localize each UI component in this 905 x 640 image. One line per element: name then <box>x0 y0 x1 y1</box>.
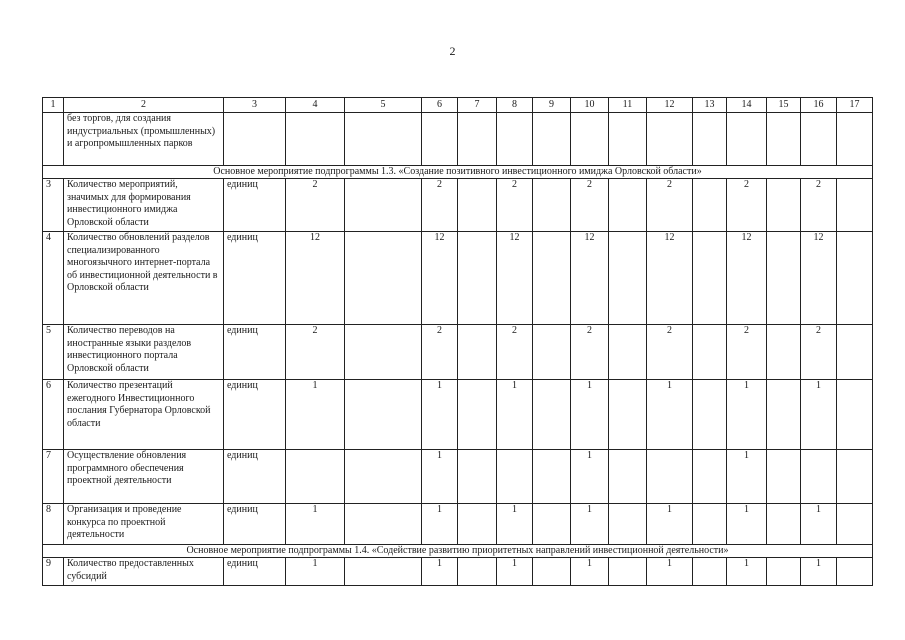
value-cell <box>571 113 609 166</box>
column-header: 9 <box>533 98 571 113</box>
value-cell <box>533 232 571 325</box>
value-cell: 1 <box>422 450 458 504</box>
value-cell <box>767 380 801 450</box>
value-cell <box>533 380 571 450</box>
value-cell <box>497 450 533 504</box>
value-cell <box>458 113 497 166</box>
value-cell <box>693 232 727 325</box>
value-cell: 1 <box>422 558 458 586</box>
value-cell <box>693 325 727 380</box>
value-cell <box>609 179 647 232</box>
value-cell <box>609 450 647 504</box>
value-cell <box>837 380 873 450</box>
value-cell <box>609 504 647 545</box>
value-cell <box>767 450 801 504</box>
value-cell <box>767 113 801 166</box>
value-cell <box>767 325 801 380</box>
value-cell <box>458 179 497 232</box>
value-cell <box>345 450 422 504</box>
column-header: 2 <box>64 98 224 113</box>
column-header: 11 <box>609 98 647 113</box>
value-cell <box>345 113 422 166</box>
unit-cell <box>224 113 286 166</box>
value-cell <box>458 325 497 380</box>
section-heading-row <box>43 545 873 558</box>
value-cell: 1 <box>647 504 693 545</box>
value-cell <box>458 380 497 450</box>
indicator-name-cell: Количество презентаций ежегодного Инвестиционного послания Губернатора Орловской области <box>64 380 224 450</box>
value-cell: 1 <box>571 380 609 450</box>
indicator-table <box>42 97 873 586</box>
value-cell: 12 <box>801 232 837 325</box>
value-cell <box>533 504 571 545</box>
value-cell: 1 <box>571 504 609 545</box>
page-number: 2 <box>449 44 456 58</box>
table-row <box>43 113 873 166</box>
column-header: 6 <box>422 98 458 113</box>
table-row <box>43 179 873 232</box>
row-number-cell: 7 <box>43 450 64 504</box>
value-cell <box>647 450 693 504</box>
value-cell: 1 <box>571 450 609 504</box>
value-cell: 2 <box>727 325 767 380</box>
value-cell: 2 <box>286 179 345 232</box>
value-cell <box>458 558 497 586</box>
value-cell: 2 <box>647 179 693 232</box>
value-cell: 1 <box>571 558 609 586</box>
column-header: 3 <box>224 98 286 113</box>
unit-cell: единиц <box>224 558 286 586</box>
value-cell: 2 <box>497 325 533 380</box>
value-cell: 1 <box>497 380 533 450</box>
value-cell: 12 <box>422 232 458 325</box>
value-cell <box>497 113 533 166</box>
unit-cell: единиц <box>224 504 286 545</box>
value-cell: 1 <box>422 380 458 450</box>
value-cell <box>609 325 647 380</box>
value-cell: 2 <box>647 325 693 380</box>
unit-cell: единиц <box>224 325 286 380</box>
column-header: 7 <box>458 98 497 113</box>
value-cell <box>801 450 837 504</box>
row-number-cell <box>43 113 64 166</box>
table-row <box>43 380 873 450</box>
value-cell: 12 <box>497 232 533 325</box>
value-cell <box>767 232 801 325</box>
value-cell: 1 <box>422 504 458 545</box>
value-cell <box>693 450 727 504</box>
value-cell: 1 <box>801 558 837 586</box>
value-cell: 1 <box>727 558 767 586</box>
value-cell: 1 <box>286 504 345 545</box>
value-cell: 12 <box>286 232 345 325</box>
indicator-name-cell: Организация и проведение конкурса по проектной деятельности <box>64 504 224 545</box>
value-cell <box>609 232 647 325</box>
indicator-name-cell: Количество мероприятий, значимых для формирования инвестиционного имиджа Орловской области <box>64 179 224 232</box>
indicator-name-cell: Осуществление обновления программного обеспечения проектной деятельности <box>64 450 224 504</box>
column-header: 8 <box>497 98 533 113</box>
value-cell: 2 <box>422 325 458 380</box>
value-cell: 2 <box>286 325 345 380</box>
value-cell <box>837 113 873 166</box>
value-cell: 2 <box>497 179 533 232</box>
value-cell: 2 <box>571 325 609 380</box>
value-cell: 1 <box>727 380 767 450</box>
value-cell <box>345 380 422 450</box>
value-cell <box>533 450 571 504</box>
value-cell: 1 <box>727 450 767 504</box>
value-cell <box>609 113 647 166</box>
value-cell: 1 <box>727 504 767 545</box>
value-cell <box>837 232 873 325</box>
value-cell <box>767 504 801 545</box>
value-cell: 2 <box>422 179 458 232</box>
value-cell: 12 <box>571 232 609 325</box>
unit-cell: единиц <box>224 450 286 504</box>
section-heading: Основное мероприятие подпрограммы 1.3. «Создание позитивного инвестиционного имиджа Орловской области» <box>43 166 873 179</box>
value-cell <box>693 179 727 232</box>
value-cell <box>533 325 571 380</box>
table-row <box>43 325 873 380</box>
value-cell <box>609 380 647 450</box>
value-cell: 2 <box>801 325 837 380</box>
value-cell <box>533 558 571 586</box>
value-cell <box>286 113 345 166</box>
column-header: 10 <box>571 98 609 113</box>
column-header: 4 <box>286 98 345 113</box>
column-header: 15 <box>767 98 801 113</box>
row-number-cell: 9 <box>43 558 64 586</box>
value-cell <box>837 179 873 232</box>
column-header: 12 <box>647 98 693 113</box>
value-cell: 12 <box>647 232 693 325</box>
row-number-cell: 5 <box>43 325 64 380</box>
value-cell <box>345 325 422 380</box>
section-heading-row <box>43 166 873 179</box>
column-header: 16 <box>801 98 837 113</box>
value-cell <box>767 179 801 232</box>
table-row <box>43 504 873 545</box>
table-header-row <box>43 98 873 113</box>
value-cell <box>693 504 727 545</box>
table-body <box>43 98 873 586</box>
value-cell: 1 <box>497 504 533 545</box>
column-header: 14 <box>727 98 767 113</box>
value-cell <box>647 113 693 166</box>
unit-cell: единиц <box>224 380 286 450</box>
column-header: 1 <box>43 98 64 113</box>
unit-cell: единиц <box>224 232 286 325</box>
indicator-name-cell: Количество переводов на иностранные языки разделов инвестиционного портала Орловской области <box>64 325 224 380</box>
value-cell: 1 <box>286 380 345 450</box>
row-number-cell: 3 <box>43 179 64 232</box>
value-cell <box>837 450 873 504</box>
value-cell <box>727 113 767 166</box>
value-cell <box>286 450 345 504</box>
value-cell <box>458 450 497 504</box>
value-cell: 1 <box>801 504 837 545</box>
column-header: 13 <box>693 98 727 113</box>
value-cell <box>345 179 422 232</box>
indicator-name-cell: Количество предоставленных субсидий <box>64 558 224 586</box>
row-number-cell: 4 <box>43 232 64 325</box>
value-cell: 1 <box>801 380 837 450</box>
indicator-name-cell: без торгов, для создания индустриальных (промышленных) и агропромышленных парков <box>64 113 224 166</box>
row-number-cell: 6 <box>43 380 64 450</box>
value-cell <box>837 504 873 545</box>
value-cell <box>693 380 727 450</box>
value-cell: 12 <box>727 232 767 325</box>
unit-cell: единиц <box>224 179 286 232</box>
value-cell <box>533 113 571 166</box>
value-cell <box>345 232 422 325</box>
value-cell <box>767 558 801 586</box>
value-cell <box>533 179 571 232</box>
column-header: 17 <box>837 98 873 113</box>
value-cell: 1 <box>497 558 533 586</box>
value-cell <box>693 558 727 586</box>
value-cell <box>422 113 458 166</box>
value-cell <box>345 504 422 545</box>
value-cell <box>801 113 837 166</box>
value-cell <box>458 232 497 325</box>
value-cell <box>609 558 647 586</box>
value-cell <box>693 113 727 166</box>
indicator-name-cell: Количество обновлений разделов специализированного многоязычного интернет-портала об инвестиционной деятельности в Орловской области <box>64 232 224 325</box>
value-cell: 2 <box>801 179 837 232</box>
table-row <box>43 232 873 325</box>
value-cell <box>458 504 497 545</box>
value-cell: 2 <box>727 179 767 232</box>
table-row <box>43 450 873 504</box>
table-row <box>43 558 873 586</box>
value-cell: 2 <box>571 179 609 232</box>
value-cell <box>837 325 873 380</box>
value-cell: 1 <box>286 558 345 586</box>
value-cell: 1 <box>647 558 693 586</box>
column-header: 5 <box>345 98 422 113</box>
value-cell <box>345 558 422 586</box>
value-cell: 1 <box>647 380 693 450</box>
section-heading: Основное мероприятие подпрограммы 1.4. «Содействие развитию приоритетных направлений инвестиционной деятельности» <box>43 545 873 558</box>
row-number-cell: 8 <box>43 504 64 545</box>
value-cell <box>837 558 873 586</box>
